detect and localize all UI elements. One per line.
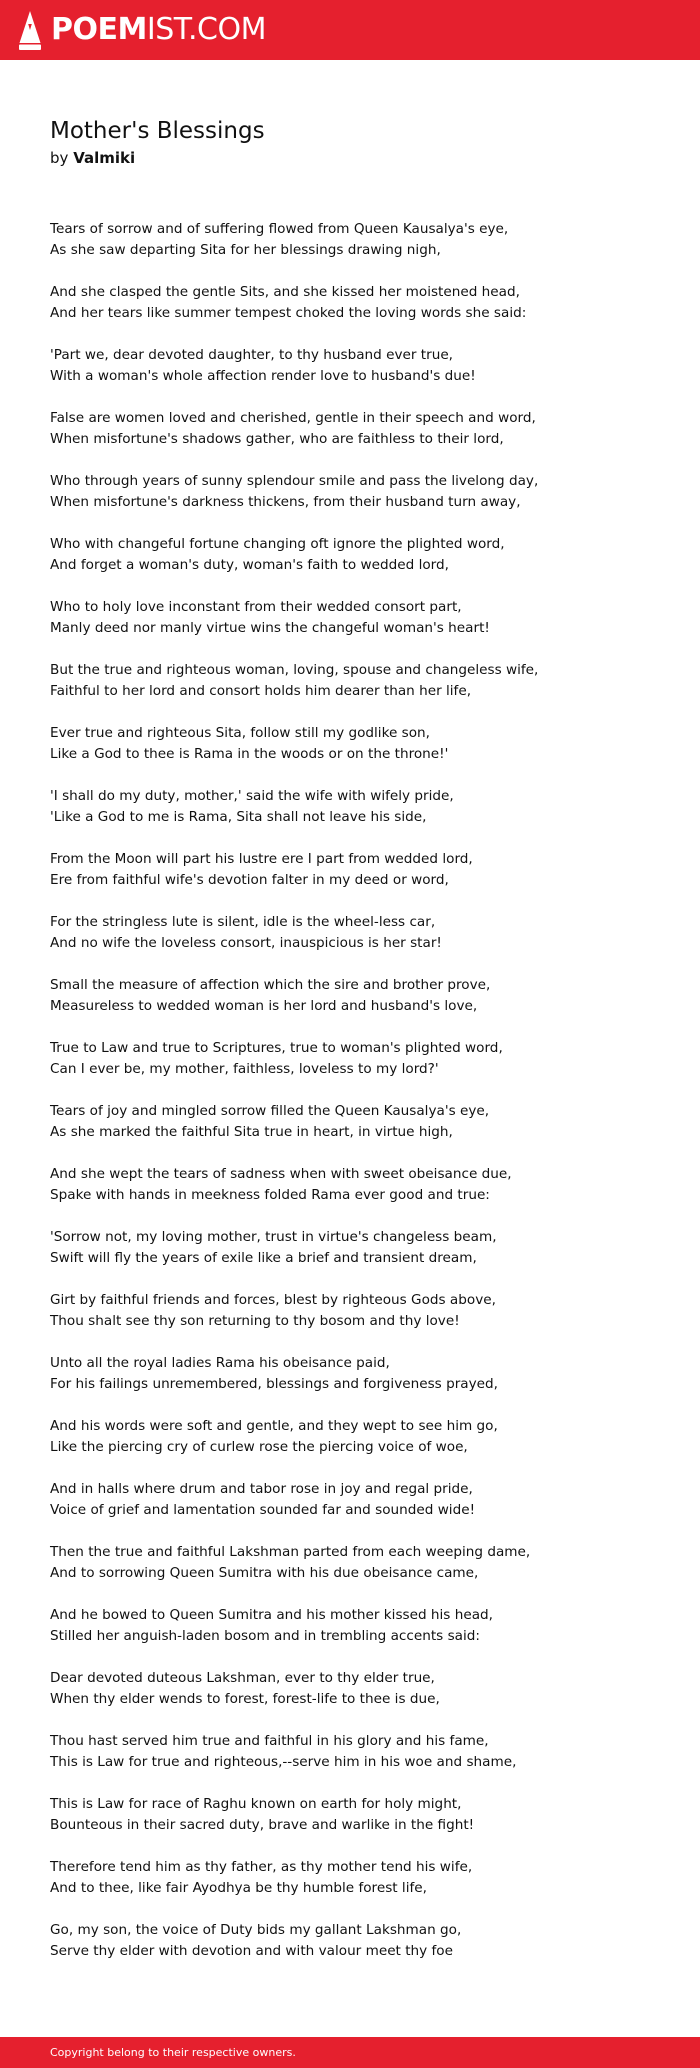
poem-line: Ere from faithful wife's devotion falter in my deed or word, [50,872,449,888]
site-header [0,0,700,60]
pen-nib-icon[interactable] [17,10,43,51]
poem-line: When misfortune's darkness thickens, from their husband turn away, [50,494,521,510]
by-label: by [50,149,69,167]
poem-line: But the true and righteous woman, loving, spouse and changeless wife, [50,662,539,678]
poem-line: And his words were soft and gentle, and they wept to see him go, [50,1418,498,1434]
poem-line: Thou shalt see thy son returning to thy bosom and thy love! [50,1313,460,1329]
copyright-text: Copyright belong to their respective owners. [50,2046,296,2059]
poem-line: Manly deed nor manly virtue wins the changeful woman's heart! [50,620,490,636]
stanza [50,975,670,1038]
poem-line: Measureless to wedded woman is her lord and husband's love, [50,998,478,1014]
poem-line: 'Sorrow not, my loving mother, trust in virtue's changeless beam, [50,1229,497,1245]
stanza [50,1605,670,1668]
logo-bold-text: POEM [51,12,147,47]
poem-line: And forget a woman's duty, woman's faith to wedded lord, [50,557,449,573]
poem-line: Therefore tend him as thy father, as thy mother tend his wife, [50,1859,473,1875]
stanza [50,1290,670,1353]
poem-line: Stilled her anguish-laden bosom and in trembling accents said: [50,1628,480,1644]
poem-line: Voice of grief and lamentation sounded far and sounded wide! [50,1502,476,1518]
poem-line: Faithful to her lord and consort holds him dearer than her life, [50,683,472,699]
poem-line: From the Moon will part his lustre ere I part from wedded lord, [50,851,473,867]
poem-line: 'Like a God to me is Rama, Sita shall not leave his side, [50,809,427,825]
poem-line: Dear devoted duteous Lakshman, ever to thy elder true, [50,1670,435,1686]
poem-line: Like a God to thee is Rama in the woods or on the throne!' [50,746,449,762]
stanza [50,1416,670,1479]
stanza [50,597,670,660]
poem-line: True to Law and true to Scriptures, true to woman's plighted word, [50,1040,503,1056]
poem-line: Who through years of sunny splendour smile and pass the livelong day, [50,473,539,489]
stanza [50,660,670,723]
poem-line: And in halls where drum and tabor rose in joy and regal pride, [50,1481,473,1497]
stanza [50,1479,670,1542]
poem-line: As she saw departing Sita for her blessings drawing nigh, [50,242,441,258]
stanza [50,1857,670,1920]
author-name: Valmiki [73,149,136,167]
poem-line: And to sorrowing Queen Sumitra with his due obeisance came, [50,1565,479,1581]
poem-line: When thy elder wends to forest, forest-life to thee is due, [50,1691,440,1707]
stanza [50,1164,670,1227]
poem-line: Girt by faithful friends and forces, blest by righteous Gods above, [50,1292,496,1308]
stanza [50,345,670,408]
poem-line: Tears of sorrow and of suffering flowed from Queen Kausalya's eye, [50,221,509,237]
poem-line: 'Part we, dear devoted daughter, to thy husband ever true, [50,347,454,363]
poem-line: Serve thy elder with devotion and with valour meet thy foe [50,1943,453,1959]
poem-title: Mother's Blessings [50,118,265,144]
stanza [50,219,670,282]
stanza [50,471,670,534]
poem-line: Like the piercing cry of curlew rose the piercing voice of woe, [50,1439,468,1455]
poem-line: Swift will fly the years of exile like a brief and transient dream, [50,1250,477,1266]
poem-line: For the stringless lute is silent, idle is the wheel-less car, [50,914,436,930]
stanza [50,1542,670,1605]
site-logo[interactable] [51,0,266,60]
logo-light-text: IST.COM [146,12,266,47]
poem-line: And she clasped the gentle Sits, and she kissed her moistened head, [50,284,520,300]
poem-line: This is Law for race of Raghu known on earth for holy might, [50,1796,462,1812]
stanza [50,534,670,597]
stanza [50,849,670,912]
stanza [50,1668,670,1731]
poem-line: Then the true and faithful Lakshman parted from each weeping dame, [50,1544,531,1560]
poem-line: And her tears like summer tempest choked the loving words she said: [50,305,527,321]
poem-line: For his failings unremembered, blessings and forgiveness prayed, [50,1376,498,1392]
poem-line: And he bowed to Queen Sumitra and his mother kissed his head, [50,1607,493,1623]
poem-line: With a woman's whole affection render love to husband's due! [50,368,476,384]
stanza [50,723,670,786]
poem-line: Spake with hands in meekness folded Rama ever good and true: [50,1187,490,1203]
byline [50,148,135,168]
stanza [50,1101,670,1164]
poem-line: Small the measure of affection which the sire and brother prove, [50,977,491,993]
stanza [50,1731,670,1794]
poem-line: Bounteous in their sacred duty, brave and warlike in the fight! [50,1817,475,1833]
poem-line: Can I ever be, my mother, faithless, loveless to my lord?' [50,1061,439,1077]
poem-line: When misfortune's shadows gather, who are faithless to their lord, [50,431,504,447]
poem-line: Thou hast served him true and faithful in his glory and his fame, [50,1733,489,1749]
poem-line: 'I shall do my duty, mother,' said the wife with wifely pride, [50,788,454,804]
poem-line: Who with changeful fortune changing oft ignore the plighted word, [50,536,505,552]
stanza [50,1794,670,1857]
stanza [50,408,670,471]
poem-body [50,219,670,1983]
poem-line: This is Law for true and righteous,--serve him in his woe and shame, [50,1754,517,1770]
poem-line: Go, my son, the voice of Duty bids my gallant Lakshman go, [50,1922,462,1938]
poem-line: And to thee, like fair Ayodhya be thy humble forest life, [50,1880,427,1896]
stanza [50,786,670,849]
stanza [50,1920,670,1983]
stanza [50,1227,670,1290]
stanza [50,1353,670,1416]
site-footer [0,2037,700,2068]
stanza [50,282,670,345]
poem-line: As she marked the faithful Sita true in heart, in virtue high, [50,1124,453,1140]
poem-line: False are women loved and cherished, gentle in their speech and word, [50,410,536,426]
poem-line: Unto all the royal ladies Rama his obeisance paid, [50,1355,390,1371]
poem-line: And she wept the tears of sadness when with sweet obeisance due, [50,1166,512,1182]
poem-line: Tears of joy and mingled sorrow filled the Queen Kausalya's eye, [50,1103,490,1119]
stanza [50,912,670,975]
poem-line: And no wife the loveless consort, inauspicious is her star! [50,935,442,951]
poem-line: Who to holy love inconstant from their wedded consort part, [50,599,462,615]
stanza [50,1038,670,1101]
poem-line: Ever true and righteous Sita, follow still my godlike son, [50,725,430,741]
